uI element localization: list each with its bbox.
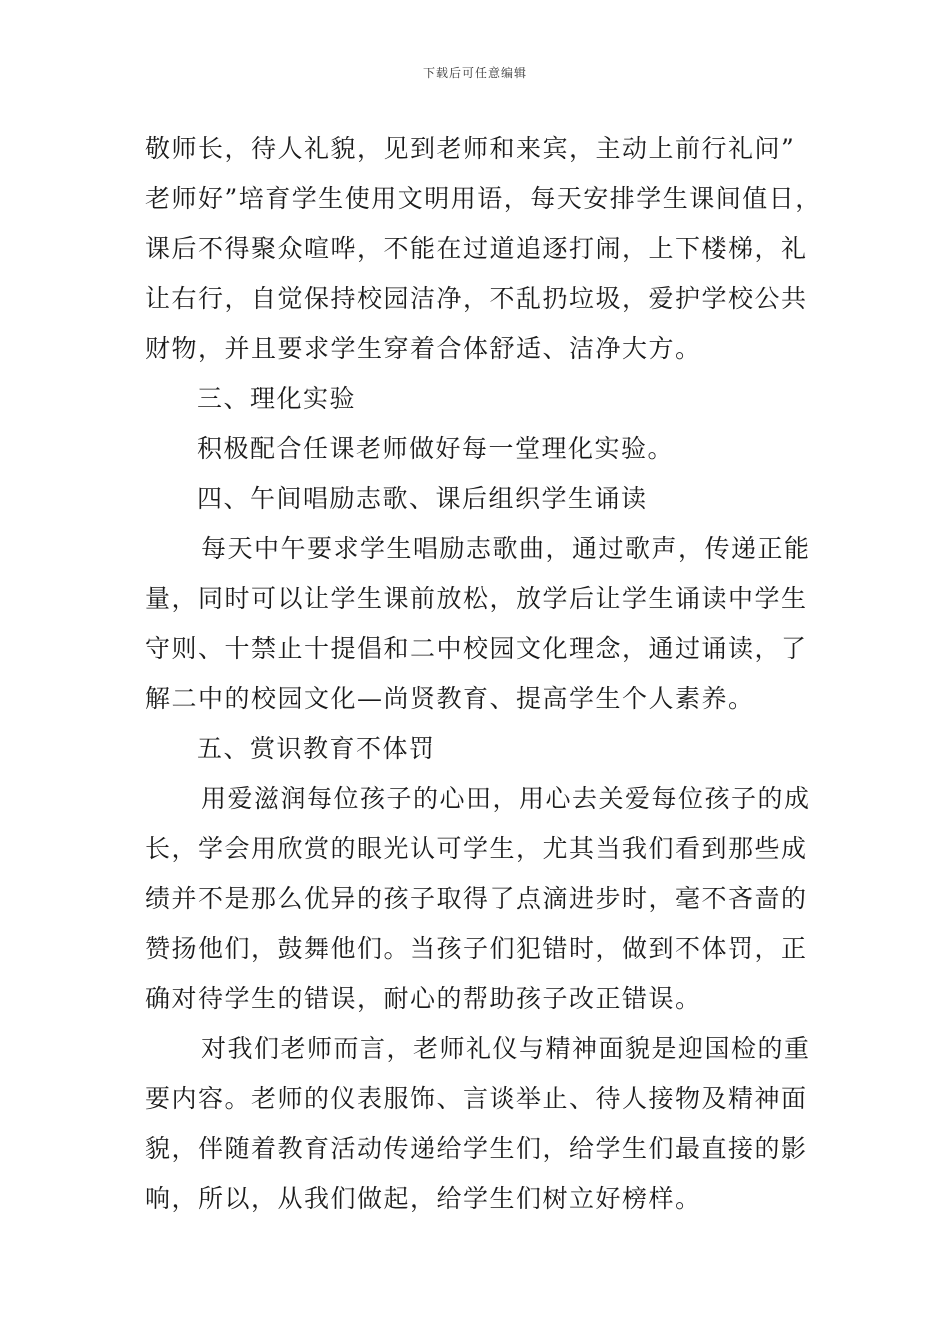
- text-line: 赞扬他们，鼓舞他们。当孩子们犯错时，做到不体罚，正: [145, 934, 808, 963]
- text-line: 确对待学生的错误，耐心的帮助孩子改正错误。: [145, 984, 702, 1013]
- text-line: 量，同时可以让学生课前放松，放学后让学生诵读中学生: [145, 584, 808, 613]
- section-heading: 五、赏识教育不体罚: [197, 734, 436, 763]
- text-line: 响，所以，从我们做起，给学生们树立好榜样。: [145, 1184, 702, 1213]
- text-line: 守则、十禁止十提倡和二中校园文化理念，通过诵读，了: [145, 634, 808, 663]
- text-line: 解二中的校园文化—尚贤教育、提高学生个人素养。: [145, 684, 755, 713]
- document-body: [145, 124, 825, 1224]
- text-line: 长，学会用欣赏的眼光认可学生，尤其当我们看到那些成: [145, 834, 808, 863]
- text-line: 用爱滋润每位孩子的心田，用心去关爱每位孩子的成: [201, 784, 811, 813]
- text-line: 课后不得聚众喧哗，不能在过道追逐打闹，上下楼梯，礼: [145, 234, 808, 263]
- text-line: 每天中午要求学生唱励志歌曲，通过歌声，传递正能: [201, 534, 811, 563]
- section-heading: 三、理化实验: [197, 384, 357, 413]
- text-line: 老师好”培育学生使用文明用语，每天安排学生课间值日，: [145, 184, 822, 213]
- text-line: 财物，并且要求学生穿着合体舒适、洁净大方。: [145, 334, 702, 363]
- text-line: 敬师长，待人礼貌，见到老师和来宾，主动上前行礼问”: [145, 134, 796, 163]
- section-heading: 四、午间唱励志歌、课后组织学生诵读: [197, 484, 648, 513]
- text-line: 让右行，自觉保持校园洁净，不乱扔垃圾，爱护学校公共: [145, 284, 808, 313]
- text-line: 积极配合任课老师做好每一堂理化实验。: [197, 434, 675, 463]
- text-line: 绩并不是那么优异的孩子取得了点滴进步时，毫不吝啬的: [145, 884, 808, 913]
- text-line: 要内容。老师的仪表服饰、言谈举止、待人接物及精神面: [145, 1084, 808, 1113]
- text-line: 貌，伴随着教育活动传递给学生们，给学生们最直接的影: [145, 1134, 808, 1163]
- text-line: 对我们老师而言，老师礼仪与精神面貌是迎国检的重: [201, 1034, 811, 1063]
- page-header: 下载后可任意编辑: [422, 66, 527, 80]
